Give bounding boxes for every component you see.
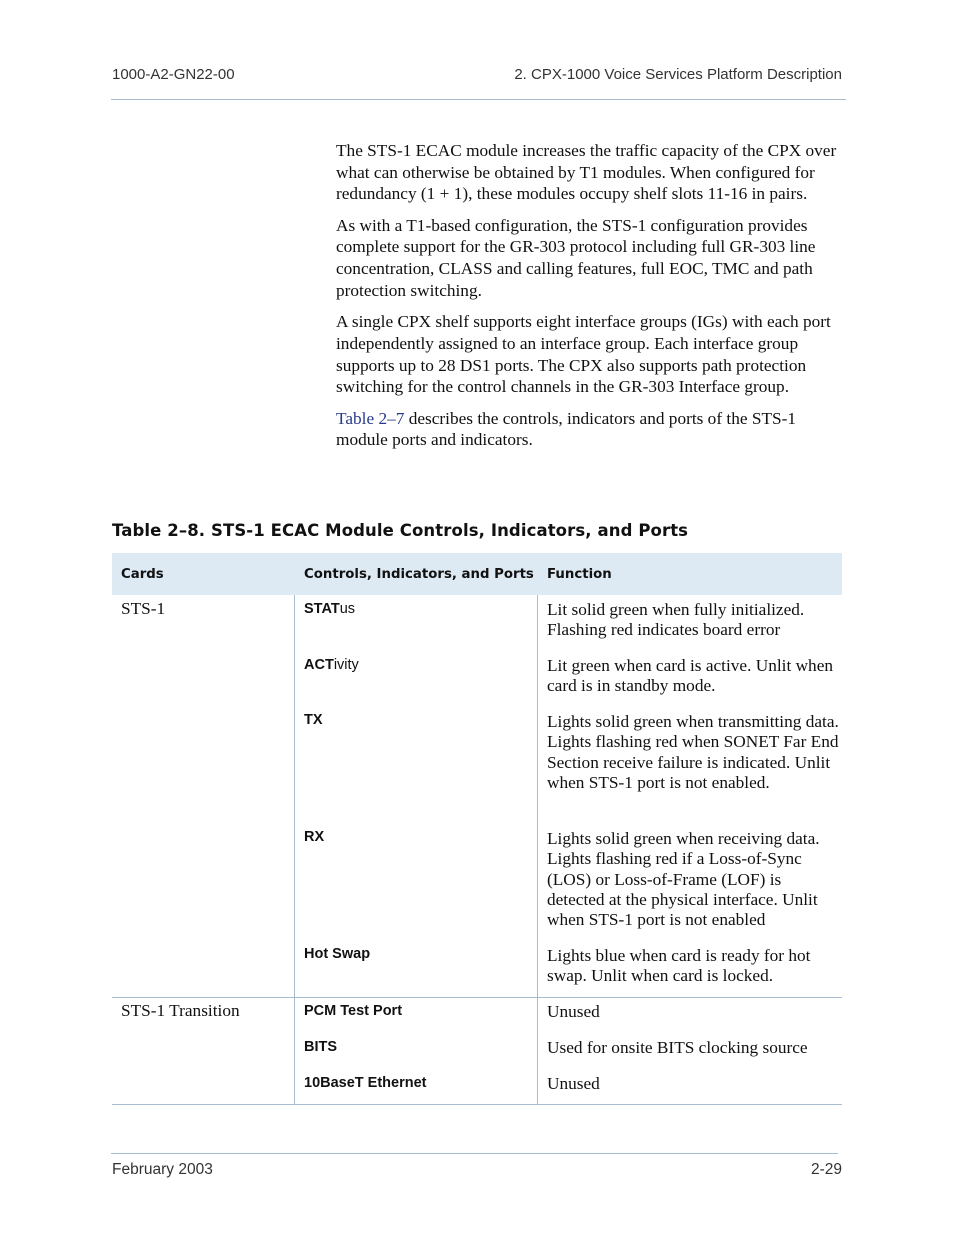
paragraph-3: A single CPX shelf supports eight interface groups (IGs) with each port independently assigned to an interface group. Each interface group supports up to 28 DS1 ports. The CPX also supports path protection switching for the control channels in the GR-303 Interface group. — [336, 312, 831, 397]
card-name: STS-1 Transition — [121, 1001, 240, 1020]
function-text: Lit green when card is active. Unlit when card is in standby mode. — [547, 656, 834, 696]
chapter-title: 2. CPX-1000 Voice Services Platform Description — [514, 66, 842, 83]
function-text: Lit solid green when fully initialized. Flashing red indicates board error — [547, 600, 805, 640]
table-bottom-rule — [112, 1104, 842, 1105]
control-label: Hot Swap — [304, 946, 371, 962]
function-text: Lights solid green when transmitting data. Lights flashing red when SONET Far End Section receive failure is indicated. Unlit when STS-1 port is not enabled. — [547, 712, 839, 792]
card-name: STS-1 — [121, 599, 166, 618]
group-divider — [112, 997, 842, 998]
control-label: STATus — [304, 601, 356, 617]
function-text: Lights solid green when receiving data. Lights flashing red if a Loss-of-Sync (LOS) or Loss-of-Frame (LOF) is detected at the physical interface. Unlit when STS-1 port is not enabled — [547, 829, 820, 930]
page-number: 2-29 — [810, 1161, 842, 1178]
paragraph-4 — [336, 408, 841, 451]
paragraph-1: The STS-1 ECAC module increases the traffic capacity of the CPX over what can otherwise be obtained by T1 modules. When configured for redundancy (1 + 1), these modules occupy shelf slots 11-16 in pairs. — [336, 141, 837, 204]
column-divider — [294, 595, 295, 1104]
header-cards: Cards — [121, 567, 164, 582]
paragraph-2: As with a T1-based configuration, the STS-1 configuration provides complete support for the GR-303 protocol including full GR-303 line concentration, CLASS and calling features, full EOC, TMC and path protection switching. — [336, 215, 816, 300]
body-text — [336, 140, 841, 461]
paragraph-4-text: describes the controls, indicators and ports of the STS-1 module ports and indicators. — [336, 408, 797, 450]
control-label: RX — [304, 829, 325, 845]
footer-rule — [111, 1153, 838, 1154]
footer-date: February 2003 — [112, 1161, 213, 1178]
header-controls: Controls, Indicators, and Ports — [304, 567, 534, 582]
control-label: PCM Test Port — [304, 1003, 403, 1019]
control-label: TX — [304, 712, 323, 728]
function-text: Used for onsite BITS clocking source — [547, 1038, 808, 1057]
control-label: BITS — [304, 1039, 338, 1055]
table-link[interactable]: Table 2–7 — [336, 408, 405, 428]
function-text: Unused — [547, 1074, 600, 1093]
table-header-row — [112, 553, 842, 595]
column-divider — [537, 595, 538, 1104]
control-label: 10BaseT Ethernet — [304, 1075, 427, 1091]
header-function: Function — [547, 567, 612, 582]
doc-id: 1000-A2-GN22-00 — [112, 66, 235, 83]
control-label: ACTivity — [304, 657, 359, 673]
function-text: Unused — [547, 1002, 600, 1021]
function-text: Lights blue when card is ready for hot swap. Unlit when card is locked. — [547, 946, 811, 986]
header-rule — [111, 99, 846, 100]
table-title: Table 2–8. STS-1 ECAC Module Controls, Indicators, and Ports — [112, 521, 689, 540]
